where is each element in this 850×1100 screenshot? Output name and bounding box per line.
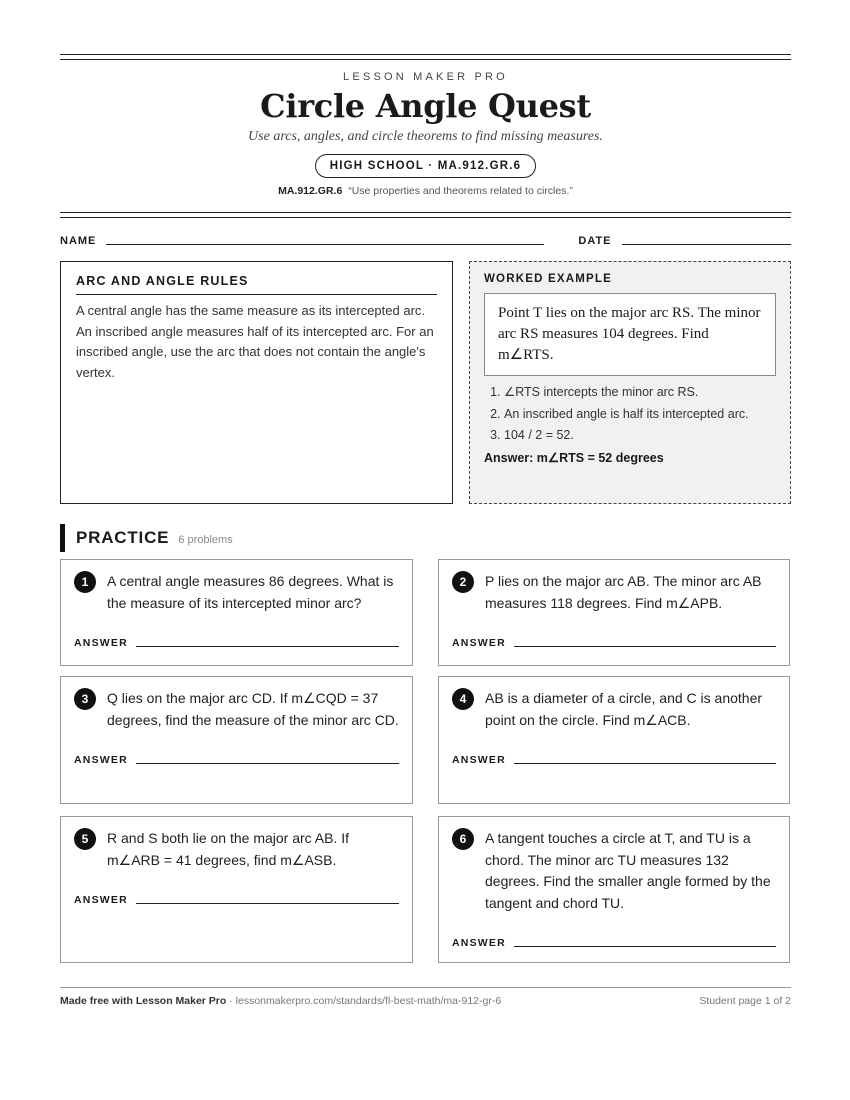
answer-line[interactable]: [514, 946, 776, 947]
problem-text: A central angle measures 86 degrees. What is the measure of its intercepted minor arc?: [107, 573, 394, 611]
problem-card-1: [60, 559, 413, 666]
answer-label: ANSWER: [452, 937, 506, 949]
answer-row: [452, 754, 776, 766]
problem-number-badge: 3: [74, 688, 96, 710]
problem-card-5: [60, 816, 413, 963]
problem-card-2: [438, 559, 790, 666]
rules-text: A central angle has the same measure as its intercepted arc. An inscribed angle measures half of its intercepted arc. For an inscribed angle, use the arc that does not contain the angle's vertex.: [76, 303, 434, 380]
worksheet-subtitle: Use arcs, angles, and circle theorems to find missing measures.: [248, 129, 603, 144]
header-bottom-double-rule: [60, 212, 791, 218]
info-row: [60, 261, 791, 504]
answer-row: [74, 894, 399, 906]
problem-card-6: [438, 816, 790, 963]
student-fields: [60, 235, 791, 247]
answer-row: [452, 937, 776, 949]
page-footer: [60, 987, 791, 1007]
worked-example-heading: WORKED EXAMPLE: [484, 273, 612, 285]
footer-made-with: Made free with Lesson Maker Pro: [60, 995, 227, 1007]
answer-line[interactable]: [136, 646, 399, 647]
name-input-line[interactable]: [106, 244, 544, 245]
problem-card-4: [438, 676, 790, 804]
answer-row: [452, 637, 776, 649]
footer-page-number: Student page 1 of 2: [699, 995, 791, 1007]
standard-description: “Use properties and theorems related to circles.”: [348, 185, 573, 197]
worked-example-step: 2. An inscribed angle is half its intercepted arc.: [504, 404, 776, 426]
grade-standard-badge: HIGH SCHOOL · MA.912.GR.6: [315, 154, 536, 178]
rules-box: [60, 261, 453, 504]
answer-label: ANSWER: [74, 894, 128, 906]
answer-label: ANSWER: [452, 637, 506, 649]
answer-line[interactable]: [136, 903, 399, 904]
problem-text: R and S both lie on the major arc AB. If m∠ARB = 41 degrees, find m∠ASB.: [107, 830, 350, 868]
practice-title: PRACTICE: [76, 528, 170, 547]
worked-example-box: [469, 261, 791, 504]
answer-label: ANSWER: [74, 637, 128, 649]
practice-header: [60, 524, 791, 552]
answer-label: ANSWER: [74, 754, 128, 766]
worksheet-title: Circle Angle Quest: [260, 87, 591, 125]
problem-number-badge: 4: [452, 688, 474, 710]
footer-credit: [60, 995, 501, 1007]
problem-number-badge: 6: [452, 828, 474, 850]
top-double-rule: [60, 54, 791, 60]
worked-example-steps: [484, 382, 776, 447]
problem-text: AB is a diameter of a circle, and C is another point on the circle. Find m∠ACB.: [485, 690, 763, 728]
name-label: NAME: [60, 235, 97, 247]
problem-card-3: [60, 676, 413, 804]
date-label: DATE: [578, 235, 612, 247]
answer-line[interactable]: [514, 646, 776, 647]
answer-row: [74, 637, 399, 649]
footer-url[interactable]: · lessonmakerpro.com/standards/fl-best-math/ma-912-gr-6: [226, 995, 502, 1007]
worksheet-page: [60, 54, 791, 963]
problem-number-badge: 2: [452, 571, 474, 593]
practice-count: 6 problems: [178, 534, 233, 546]
problem-number-badge: 5: [74, 828, 96, 850]
practice-grid: [60, 559, 791, 963]
worked-example-problem: Point T lies on the major arc RS. The minor arc RS measures 104 degrees. Find m∠RTS.: [484, 293, 776, 376]
standard-code: MA.912.GR.6: [278, 185, 343, 197]
answer-line[interactable]: [136, 763, 399, 764]
problem-text: A tangent touches a circle at T, and TU is a chord. The minor arc TU measures 132 degrees. Find the smaller angle formed by the tangent and chord TU.: [485, 830, 771, 911]
standard-line: [60, 185, 791, 197]
worked-example-step: 3. 104 / 2 = 52.: [504, 425, 776, 447]
answer-line[interactable]: [514, 763, 776, 764]
worked-example-answer: Answer: m∠RTS = 52 degrees: [484, 450, 664, 465]
problem-text: P lies on the major arc AB. The minor arc AB measures 118 degrees. Find m∠APB.: [485, 573, 762, 611]
answer-row: [74, 754, 399, 766]
date-input-line[interactable]: [622, 244, 791, 245]
rules-heading: ARC AND ANGLE RULES: [76, 274, 437, 295]
worked-example-step: 1. ∠RTS intercepts the minor arc RS.: [504, 382, 776, 404]
answer-label: ANSWER: [452, 754, 506, 766]
problem-number-badge: 1: [74, 571, 96, 593]
brand-name: LESSON MAKER PRO: [343, 71, 508, 83]
problem-text: Q lies on the major arc CD. If m∠CQD = 37 degrees, find the measure of the minor arc CD.: [107, 690, 399, 728]
